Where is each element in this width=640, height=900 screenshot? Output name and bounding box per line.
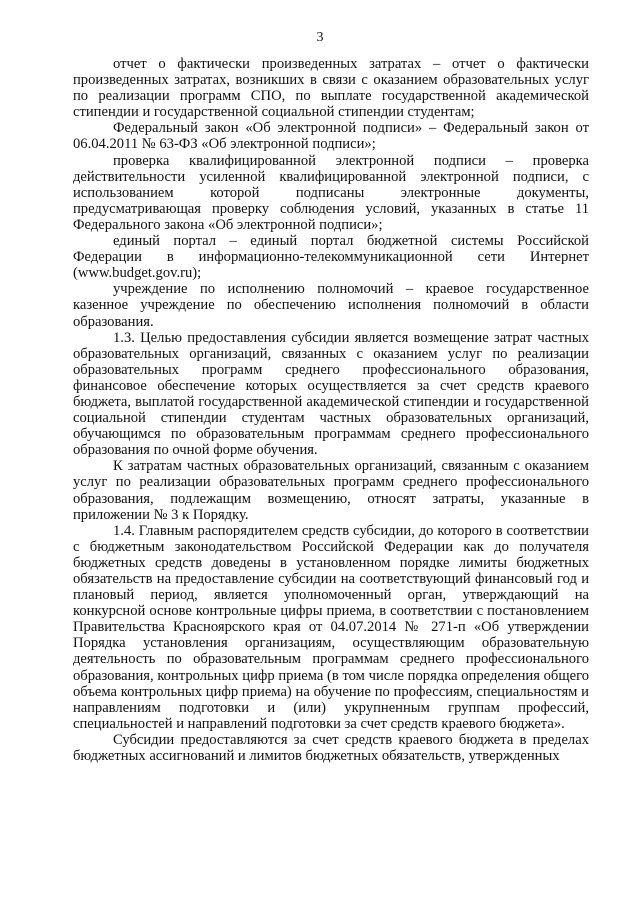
document-body bbox=[73, 56, 589, 764]
clause-1-3-purpose: 1.3. Целью предоставления субсидии является возмещение затрат частных образовательных организаций, связанных с оказанием услуг по реализации образовательных программ среднего профессионального образования, финансовое обеспечение которых осуществляется за счет средств краевого бюджета, выплатой государственной академической стипендии и государственной социальной стипендии студентам частных образовательных организаций, обучающимся по образовательным программам среднего профессионального образования по очной форме обучения. bbox=[73, 329, 589, 459]
definition-single-portal: единый портал – единый портал бюджетной системы Российской Федерации в информационно-телекоммуникационной сети Интернет (www.budget.gov.ru); bbox=[73, 233, 589, 282]
definition-signature-check: проверка квалифицированной электронной подписи – проверка действительности усиленной квалифицированной электронной подписи, с использованием которой подписаны электронные документы, предусматривающая проверку соблюдения условий, указанных в статье 11 Федерального закона «Об электронной подписи»; bbox=[73, 152, 589, 233]
definition-federal-law: Федеральный закон «Об электронной подписи» – Федеральный закон от 06.04.2011 № 63-ФЗ «Об электронной подписи»; bbox=[73, 120, 589, 153]
definition-institution: учреждение по исполнению полномочий – краевое государственное казенное учреждение по обеспечению исполнения полномочий в области образования. bbox=[73, 281, 589, 330]
clause-subsidy-funding: Субсидии предоставляются за счет средств краевого бюджета в пределах бюджетных ассигнований и лимитов бюджетных обязательств, утвержденных bbox=[73, 731, 589, 765]
clause-1-3-expenses: К затратам частных образовательных организаций, связанным с оказанием услуг по реализации образовательных программ среднего профессионального образования, подлежащим возмещению, относят затраты, указанные в приложении № 3 к Порядку. bbox=[73, 458, 589, 523]
clause-1-4-administrator: 1.4. Главным распорядителем средств субсидии, до которого в соответствии с бюджетным законодательством Российской Федерации как до получателя бюджетных средств доведены в установленном порядке лимиты бюджетных обязательств на предоставление субсидии на соответствующий финансовый год и плановый период, является уполномоченный орган, утверждающий на конкурсной основе контрольные цифры приема, в соответствии с постановлением Правительства Красноярского края от 04.07.2014 № 271-п «Об утверждении Порядка установления организациям, осуществляющим образовательную деятельность по образовательным программам среднего профессионального образования, контрольных цифр приема (в том числе порядка определения общего объема контрольных цифр приема) на обучение по профессиям, специальностям и направлениям подготовки и (или) укрупненным группам профессий, специальностей и направлений подготовки за счет средств краевого бюджета». bbox=[73, 522, 589, 732]
page-number: 3 bbox=[316, 30, 324, 45]
definition-expense-report: отчет о фактически произведенных затратах – отчет о фактически произведенных затратах, возникших в связи с оказанием образовательных услуг по реализации программ СПО, по выплате государственной академической стипендии и государственной социальной стипендии студентам; bbox=[73, 56, 589, 121]
